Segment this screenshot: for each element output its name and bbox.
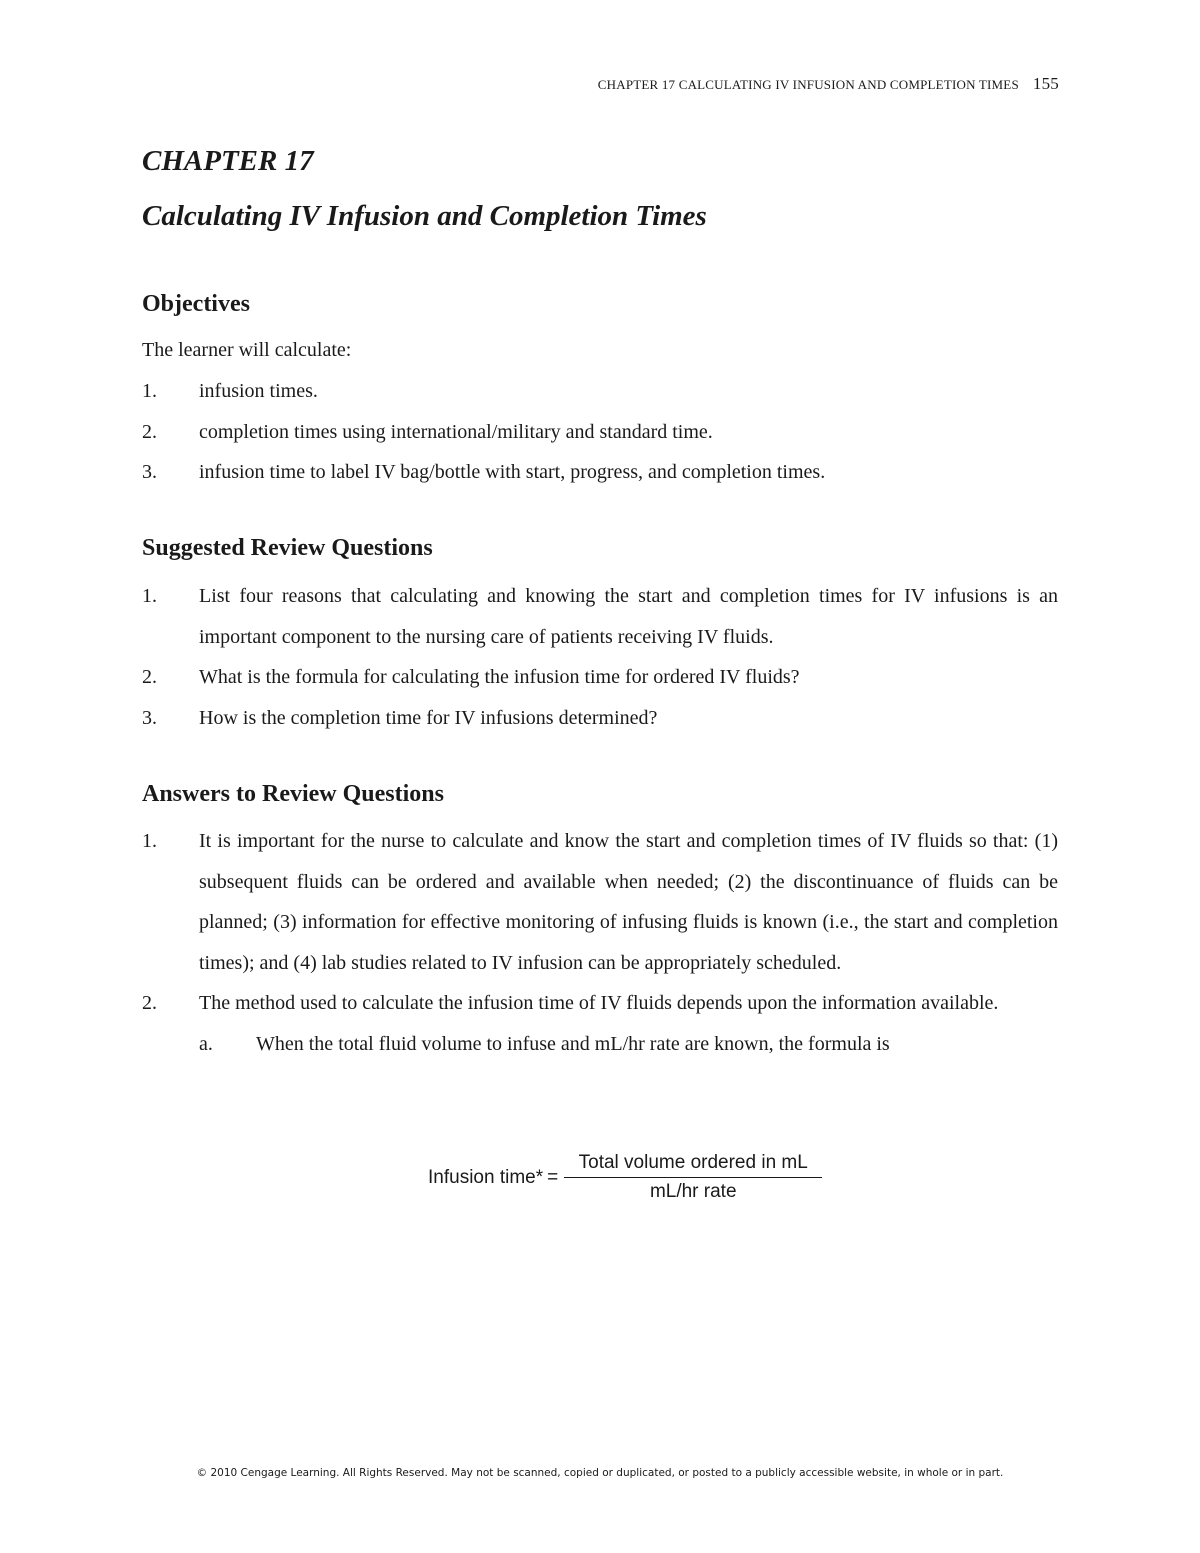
list-item — [142, 983, 1058, 1024]
item-text: What is the formula for calculating the infusion time for ordered IV fluids? — [199, 666, 800, 688]
list-item — [142, 371, 1058, 412]
list-item — [142, 576, 1058, 657]
formula-equals: = — [547, 1166, 559, 1188]
formula-lhs: Infusion time* — [428, 1166, 544, 1188]
copyright-footer: © 2010 Cengage Learning. All Rights Reserved. May not be scanned, copied or duplicated, or posted to a publicly accessible website, in whole or in part. — [196, 1467, 1004, 1479]
review-questions-list — [142, 576, 1058, 738]
item-number: 1. — [142, 585, 157, 607]
formula-denominator: mL/hr rate — [649, 1181, 737, 1202]
objectives-heading: Objectives — [142, 291, 250, 317]
sub-item-letter: a. — [199, 1032, 213, 1055]
item-text: completion times using international/military and standard time. — [199, 420, 713, 443]
item-number: 1. — [142, 380, 157, 402]
list-item — [142, 821, 1058, 983]
sub-list-item — [199, 1024, 1058, 1065]
answers-heading: Answers to Review Questions — [142, 781, 444, 807]
page-number: 155 — [1032, 74, 1059, 93]
item-text: It is important for the nurse to calculate and know the start and completion times of IV fluids so that: (1) subsequent fluids can be ordered and available when needed; (2) the discontinuance of fluids can be planned; (3) information for effective monitoring of infusing fluids is known (i.e., the start and completion times); and (4) lab studies related to IV infusion can be appropriately scheduled. — [199, 830, 1058, 974]
sub-item-text: When the total fluid volume to infuse and mL/hr rate are known, the formula is — [256, 1032, 890, 1055]
list-item — [142, 412, 1058, 453]
list-item — [142, 452, 1058, 493]
item-text: infusion time to label IV bag/bottle with start, progress, and completion times. — [199, 461, 826, 483]
running-title: CHAPTER 17 CALCULATING IV INFUSION AND COMPLETION TIMES — [597, 77, 1019, 92]
chapter-title: Calculating IV Infusion and Completion Times — [142, 200, 707, 232]
review-questions-heading: Suggested Review Questions — [142, 535, 433, 561]
list-item — [142, 657, 1058, 698]
item-number: 2. — [142, 420, 157, 443]
item-number: 3. — [142, 706, 157, 729]
item-text: infusion times. — [199, 380, 318, 402]
list-item — [142, 698, 1058, 739]
item-number: 2. — [142, 992, 157, 1014]
objectives-list — [142, 371, 1058, 493]
item-number: 2. — [142, 666, 157, 688]
item-text: List four reasons that calculating and knowing the start and completion times for IV infusions is an important component to the nursing care of patients receiving IV fluids. — [199, 585, 1058, 648]
formula-numerator: Total volume ordered in mL — [578, 1152, 808, 1173]
item-text: The method used to calculate the infusion time of IV fluids depends upon the information available. — [199, 992, 999, 1014]
formula-fraction — [564, 1152, 822, 1203]
objectives-intro: The learner will calculate: — [142, 339, 352, 361]
chapter-label: CHAPTER 17 — [142, 145, 314, 177]
running-header — [598, 74, 1059, 94]
item-number: 3. — [142, 461, 157, 483]
item-text: How is the completion time for IV infusions determined? — [199, 706, 658, 729]
item-number: 1. — [142, 830, 157, 852]
answers-list — [142, 821, 1058, 1064]
infusion-time-formula — [428, 1152, 822, 1203]
